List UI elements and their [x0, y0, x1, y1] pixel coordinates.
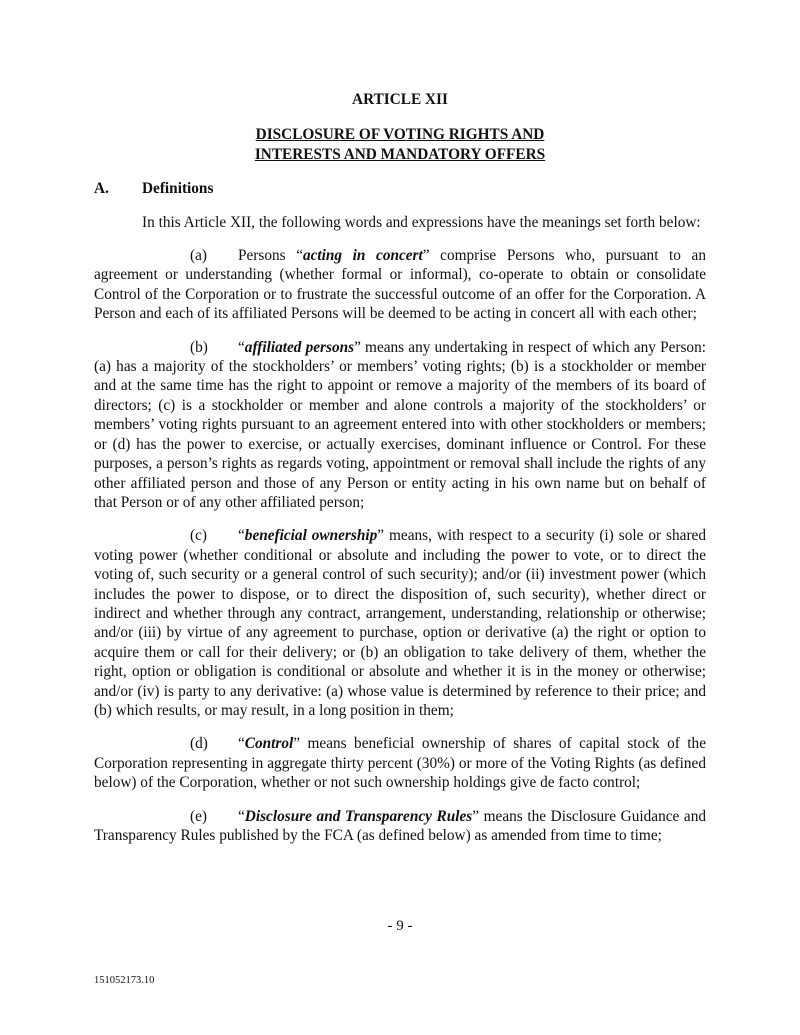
section-number: A.: [94, 180, 109, 198]
definition-text: ” means, with respect to a security (i) sole or shared voting power (whether conditional or absolute and including the power to vote, or to direct the voting of, such security or a general control of such security); and/or (ii) investment power (which includes the power to dispose, or to direct the disposition of, such security), whether direct or indirect and whether through any contract, arrangement, understanding, relationship or otherwise; and/or (iii) by virtue of any agreement to purchase, option or derivative (a) the right or option to acquire them or call for their delivery; or (b) an obligation to take delivery of them, whether the right, option or obligation is conditional or absolute and whether it is in the money or otherwise; and/or (iv) is party to any derivative: (a) whose value is determined by reference to their price; and (b) which results, or may result, in a long position in them;: [94, 527, 706, 719]
definition-label: (c): [190, 527, 207, 545]
intro-paragraph: In this Article XII, the following words and expressions have the meanings set forth below:: [142, 213, 701, 231]
definition-text: ” means beneficial ownership of shares of capital stock of the Corporation representing in aggregate thirty percent (30%) or more of the Voting Rights (as defined below) of the Corporation, whether or not such ownership holdings give de facto control;: [94, 735, 706, 792]
article-subtitle-line-1: DISCLOSURE OF VOTING RIGHTS AND: [255, 126, 545, 144]
definition-acting-in-concert: [94, 246, 706, 324]
definition-pre: “: [238, 735, 245, 753]
definition-pre: “: [238, 807, 245, 825]
definition-beneficial-ownership: [94, 526, 706, 720]
definition-affiliated-persons: [94, 338, 706, 513]
section-heading: [94, 179, 706, 198]
definition-text: ” comprise Persons who, pursuant to an agreement or understanding (whether formal or informal), co-operate to obtain or consolidate Control of the Corporation or to frustrate the successful outcome of an offer for the Corporation. A Person and each of its affiliated Persons will be deemed to be acting in concert all with each other;: [94, 247, 706, 323]
article-subtitle-line-2: INTERESTS AND MANDATORY OFFERS: [254, 145, 546, 163]
page-number: - 9 -: [387, 918, 413, 934]
article-subtitle: [94, 125, 706, 164]
definition-pre: “: [238, 338, 245, 356]
definition-term: acting in concert: [302, 247, 423, 265]
definition-term: affiliated persons: [244, 338, 355, 356]
definition-label: (b): [190, 338, 208, 356]
definition-label: (a): [190, 247, 207, 265]
definition-pre: Persons “: [238, 247, 303, 265]
definition-text: ” means the Disclosure Guidance and Transparency Rules published by the FCA (as defined below) as amended from time to time;: [94, 807, 706, 844]
document-id: 151052173.10: [94, 975, 155, 986]
definition-label: (e): [190, 807, 207, 825]
article-title: ARTICLE XII: [352, 91, 448, 108]
definition-term: beneficial ownership: [244, 527, 378, 545]
section-title: Definitions: [142, 180, 214, 198]
definition-term: Disclosure and Transparency Rules: [244, 807, 473, 825]
definition-label: (d): [190, 735, 208, 753]
definition-text: ” means any undertaking in respect of which any Person: (a) has a majority of the stockholders’ or members’ voting rights; (b) is a stockholder or member and at the same time has the right to appoint or remove a majority of the members of its board of directors; (c) is a stockholder or member and alone controls a majority of the stockholders’ or members’ voting rights pursuant to an agreement entered into with other stockholders or members; or (d) has the power to exercise, or actually exercises, dominant influence or Control. For these purposes, a person’s rights as regards voting, appointment or removal shall include the rights of any other affiliated person and those of any Person or entity acting in his own name but on behalf of that Person or of any other affiliated person;: [94, 338, 706, 511]
definition-pre: “: [238, 527, 245, 545]
definition-control: [94, 734, 706, 792]
definition-disclosure-transparency-rules: [94, 807, 706, 846]
definition-term: Control: [244, 735, 294, 753]
document-page: [94, 90, 706, 859]
